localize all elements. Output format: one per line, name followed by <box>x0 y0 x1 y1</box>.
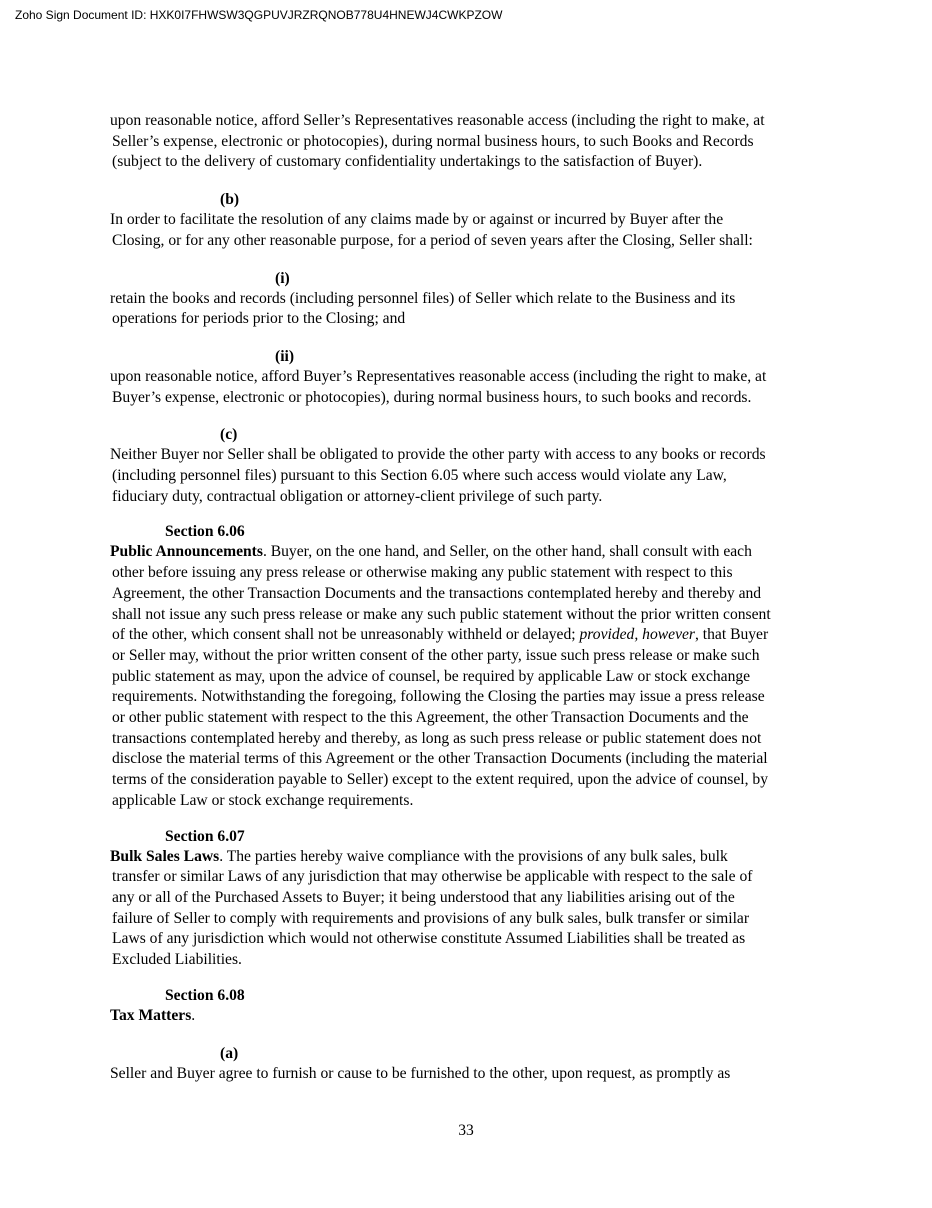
text-line: or Seller may, without the prior written consent of the other party, issue such press release or make such <box>112 646 760 664</box>
text-line: of the other, which consent shall not be unreasonably withheld or delayed; provided, however, that Buyer <box>112 626 769 644</box>
paragraph-no-obligation <box>110 445 826 507</box>
text-line: or other public statement with respect to the this Agreement, the other Transaction Documents and the <box>112 709 749 727</box>
paragraph-buyer-access <box>110 367 826 408</box>
section-6-08-tax-matters <box>110 1006 826 1027</box>
text-line: public statement as may, upon the advice of counsel, be required by applicable Law or stock exchange <box>112 667 751 685</box>
paragraph-books-records-access-seller <box>110 111 826 173</box>
text-line: failure of Seller to comply with requirements and provisions of any bulk sales, bulk transfer or similar <box>112 909 750 927</box>
paragraph-claims-resolution <box>110 210 826 251</box>
clause-label-ii: (ii) <box>275 347 295 365</box>
subsection-label-b: (b) <box>220 191 240 209</box>
page-body <box>110 111 826 1084</box>
text-line: transactions contemplated hereby and thereby, as long as such press release or public statement does not <box>112 729 762 747</box>
text-line: disclose the material terms of this Agreement or the other Transaction Documents (including the material <box>112 750 768 768</box>
text-line: Laws of any jurisdiction which would not otherwise constitute Assumed Liabilities shall be treated as <box>112 930 746 948</box>
text-line: shall not issue any such press release or make any such public statement without the prior written consent <box>112 605 771 623</box>
clause-label-i: (i) <box>275 269 290 287</box>
text-line: Excluded Liabilities. <box>112 951 242 969</box>
text-line: Buyer’s expense, electronic or photocopies), during normal business hours, to such books and records. <box>112 388 752 406</box>
section-heading-6-07: Section 6.07 <box>165 827 245 845</box>
text-line: Seller and Buyer agree to furnish or cause to be furnished to the other, upon request, as promptly as <box>110 1064 731 1082</box>
text-line: requirements. Notwithstanding the foregoing, following the Closing the parties may issue a press release <box>112 688 765 706</box>
text-line: Agreement, the other Transaction Documents and the transactions contemplated hereby and thereby and <box>112 584 762 602</box>
paragraph-furnish-information <box>110 1064 826 1085</box>
subsection-label-c: (c) <box>220 426 238 444</box>
text-line: upon reasonable notice, afford Seller’s Representatives reasonable access (including the right to make, at <box>110 112 765 129</box>
section-heading-6-06: Section 6.06 <box>165 523 245 541</box>
section-title: Bulk Sales Laws <box>110 847 220 865</box>
text-line: operations for periods prior to the Closing; and <box>112 310 406 328</box>
document-id-header: Zoho Sign Document ID: HXK0I7FHWSW3QGPUVJRZRQNOB778U4HNEWJ4CWKPZOW <box>15 8 503 22</box>
text-line: Bulk Sales Laws. The parties hereby waive compliance with the provisions of any bulk sales, bulk <box>110 847 728 865</box>
subsection-label-a: (a) <box>220 1044 239 1062</box>
section-heading-6-08: Section 6.08 <box>165 986 245 1004</box>
text-line: other before issuing any press release or otherwise making any public statement with respect to this <box>112 564 733 582</box>
text-line: Tax Matters. <box>110 1006 196 1024</box>
section-title: Public Announcements <box>110 543 263 561</box>
text-line: applicable Law or stock exchange requirements. <box>112 791 414 809</box>
section-title: Tax Matters <box>110 1006 192 1024</box>
text-line: retain the books and records (including personnel files) of Seller which relate to the Business and its <box>110 289 736 307</box>
text-line: any or all of the Purchased Assets to Buyer; it being understood that any liabilities arising out of the <box>112 888 735 906</box>
text-line: Neither Buyer nor Seller shall be obligated to provide the other party with access to any books or records <box>110 446 766 464</box>
text-line: fiduciary duty, contractual obligation or attorney-client privilege of such party. <box>112 487 603 505</box>
section-6-07-bulk-sales-laws <box>110 847 826 971</box>
text-line: Seller’s expense, electronic or photocopies), during normal business hours, to such Books and Records <box>112 132 754 150</box>
text-line: upon reasonable notice, afford Buyer’s Representatives reasonable access (including the right to make, at <box>110 367 767 385</box>
text-line: (subject to the delivery of customary confidentiality undertakings to the satisfaction of Buyer). <box>112 153 703 171</box>
text-line: Closing, or for any other reasonable purpose, for a period of seven years after the Closing, Seller shall: <box>112 231 753 249</box>
page-number: 33 <box>458 1122 474 1139</box>
paragraph-retain-books <box>110 289 826 330</box>
text-line: terms of the consideration payable to Seller) except to the extent required, upon the advice of counsel, by <box>112 771 769 789</box>
section-6-06-public-announcements <box>110 542 826 811</box>
text-line: (including personnel files) pursuant to this Section 6.05 where such access would violate any Law, <box>112 467 727 485</box>
text-line: In order to facilitate the resolution of any claims made by or against or incurred by Buyer after the <box>110 211 724 229</box>
text-line: Public Announcements. Buyer, on the one hand, and Seller, on the other hand, shall consult with each <box>110 543 752 561</box>
text-line: transfer or similar Laws of any jurisdiction that may otherwise be applicable with respect to the sale of <box>112 868 753 886</box>
